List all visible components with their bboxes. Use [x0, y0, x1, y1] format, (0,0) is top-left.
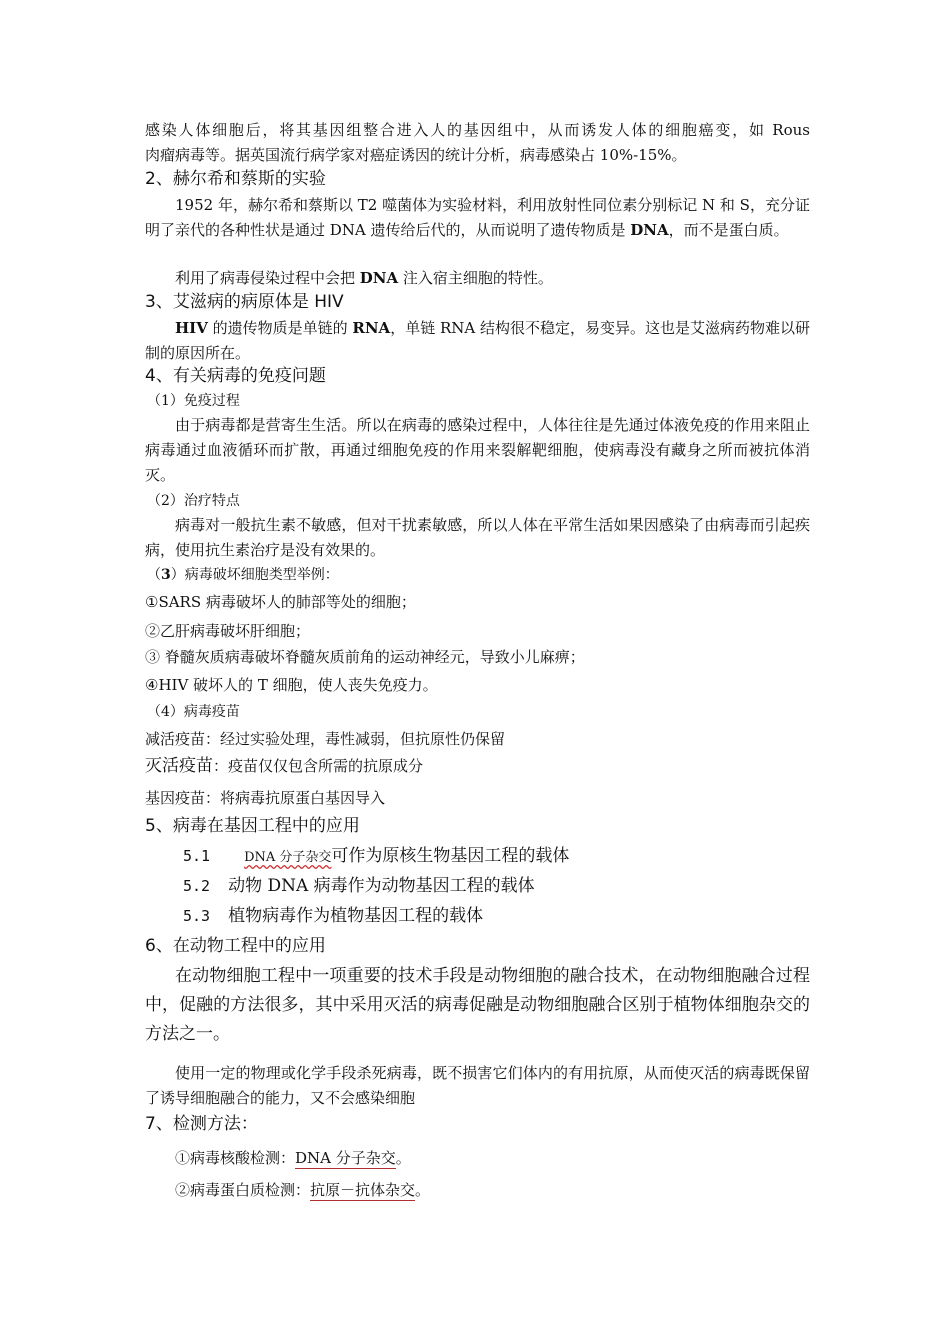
method-2-label: ②病毒蛋白质检测：	[175, 1181, 311, 1199]
sec4-sub3-bold: 3	[161, 567, 171, 583]
sec6-p1-text: 在动物细胞工程中一项重要的技术手段是动物细胞的融合技术，在动物细胞融合过程中，促融的方法很多，其中采用灭活的病毒促融是动物细胞融合区别于植物体细胞杂交的方法之一。	[145, 966, 810, 1044]
method-2-end: 。	[415, 1181, 431, 1199]
sec6-p2-text: 使用一定的物理或化学手段杀死病毒，既不损害它们体内的有用抗原，从而使灭活的病毒既保留了诱导细胞融合的能力，又不会感染细胞	[145, 1064, 810, 1107]
intro-line-1: 感染人体细胞后，将其基因组整合进入人的基因组中，从而诱发人体的细胞癌变，如 Rous	[145, 121, 810, 139]
sec4-sub3-b: ）病毒破坏细胞类型举例：	[170, 567, 339, 583]
vaccine-attenuated: 减活疫苗：经过实验处理，毒性减弱，但抗原性仍保留	[145, 730, 506, 748]
vaccine-gene: 基因疫苗：将病毒抗原蛋白基因导入	[145, 789, 386, 807]
sec2-p1-bold: DNA	[630, 221, 669, 239]
section-5-item-2	[183, 871, 803, 901]
section-3-heading: 3、艾滋病的病原体是 HIV	[145, 292, 344, 312]
detection-method-1	[175, 1146, 840, 1170]
cell-type-item-1: ①SARS 病毒破坏人的肺部等处的细胞；	[145, 593, 416, 611]
sec3-bold-rna: RNA	[352, 319, 391, 337]
section-2-heading: 2、赫尔希和蔡斯的实验	[145, 169, 326, 189]
section-4-paragraph-2	[145, 513, 810, 563]
section-6-heading: 6、在动物工程中的应用	[145, 936, 326, 956]
method-1-end: 。	[395, 1149, 411, 1167]
section-4-sub-3	[145, 564, 812, 586]
cell-type-item-2: ②乙肝病毒破坏肝细胞；	[145, 622, 311, 640]
section-2-paragraph-1	[145, 193, 810, 243]
sec2-p2-bold: DNA	[359, 269, 399, 287]
section-5-item-3	[183, 901, 803, 931]
sec2-p1-text-b: ，而不是蛋白质。	[668, 221, 789, 239]
section-5-item-1	[183, 841, 803, 873]
sec3-text-b: ，单链 RNA 结构很不稳定，易变异。这也是艾滋病药物难以研制的原因所在。	[145, 319, 810, 362]
sec3-bold-hiv: HIV	[175, 319, 208, 337]
sec4-p1-text: 由于病毒都是营寄生生活。所以在病毒的感染过程中，人体往往是先通过体液免疫的作用来阻止病毒通过血液循环而扩散，再通过细胞免疫的作用来裂解靶细胞，使病毒没有藏身之所而被抗体消灭。	[145, 416, 810, 484]
section-3-paragraph	[145, 316, 810, 366]
method-1-value: DNA 分子杂交	[295, 1149, 396, 1167]
section-6-paragraph-2	[145, 1061, 810, 1111]
vaccine-inactivated	[145, 754, 810, 778]
sec4-p2-text: 病毒对一般抗生素不敏感，但对干扰素敏感，所以人体在平常生活如果因感染了由病毒而引起疾病，使用抗生素治疗是没有效果的。	[145, 516, 810, 559]
section-4-heading: 4、有关病毒的免疫问题	[145, 366, 326, 386]
section-4-sub-2: （2）治疗特点	[147, 493, 240, 509]
item-1-dna-hybrid: DNA 分子杂交	[244, 850, 332, 865]
section-5-heading: 5、病毒在基因工程中的应用	[145, 816, 360, 836]
method-1-label: ①病毒核酸检测：	[175, 1149, 296, 1167]
method-2-value: 抗原－抗体杂交	[310, 1181, 416, 1199]
section-4-paragraph-1	[145, 413, 810, 488]
sec3-text-a: 的遗传物质是单链的	[207, 319, 353, 337]
item-2-number: 5.2	[183, 877, 211, 895]
item-2-text: 动物 DNA 病毒作为动物基因工程的载体	[228, 876, 535, 896]
item-1-number: 5.1	[183, 847, 211, 865]
sec2-p2-text-a: 利用了病毒侵染过程中会把	[175, 269, 360, 287]
item-3-text: 植物病毒作为植物基因工程的载体	[228, 906, 484, 926]
sec4-sub3-a: （	[147, 567, 161, 583]
cell-type-item-3: ③ 脊髓灰质病毒破坏脊髓灰质前角的运动神经元，导致小儿麻痹；	[145, 648, 585, 666]
vaccine-inactivated-text: ：疫苗仅仅包含所需的抗原成分	[213, 757, 424, 775]
item-3-number: 5.3	[183, 907, 211, 925]
section-4-sub-1: （1）免疫过程	[147, 393, 240, 409]
sec2-p2-text-b: 注入宿主细胞的特性。	[398, 269, 553, 287]
section-6-paragraph-1	[145, 962, 810, 1049]
intro-paragraph	[145, 118, 810, 168]
vaccine-inactivated-label: 灭活疫苗	[145, 756, 213, 776]
section-4-sub-4: （4）病毒疫苗	[147, 704, 240, 720]
cell-type-item-4: ④HIV 破坏人的 T 细胞，使人丧失免疫力。	[145, 676, 438, 694]
sec2-p1-text-a: 1952 年，赫尔希和蔡斯以 T2 噬菌体为实验材料，利用放射性同位素分别标记 N 和 S，充分证明了亲代的各种性状是通过 DNA 遗传给后代的，从而说明了遗传物质是	[145, 196, 810, 239]
detection-method-2	[175, 1178, 840, 1202]
intro-line-2: 肉瘤病毒等。据英国流行病学家对癌症诱因的统计分析，病毒感染占 10%-15%。	[145, 146, 687, 164]
item-1-text: 可作为原核生物基因工程的载体	[331, 846, 570, 866]
section-2-paragraph-2	[145, 266, 810, 291]
section-7-heading: 7、检测方法：	[145, 1114, 258, 1134]
